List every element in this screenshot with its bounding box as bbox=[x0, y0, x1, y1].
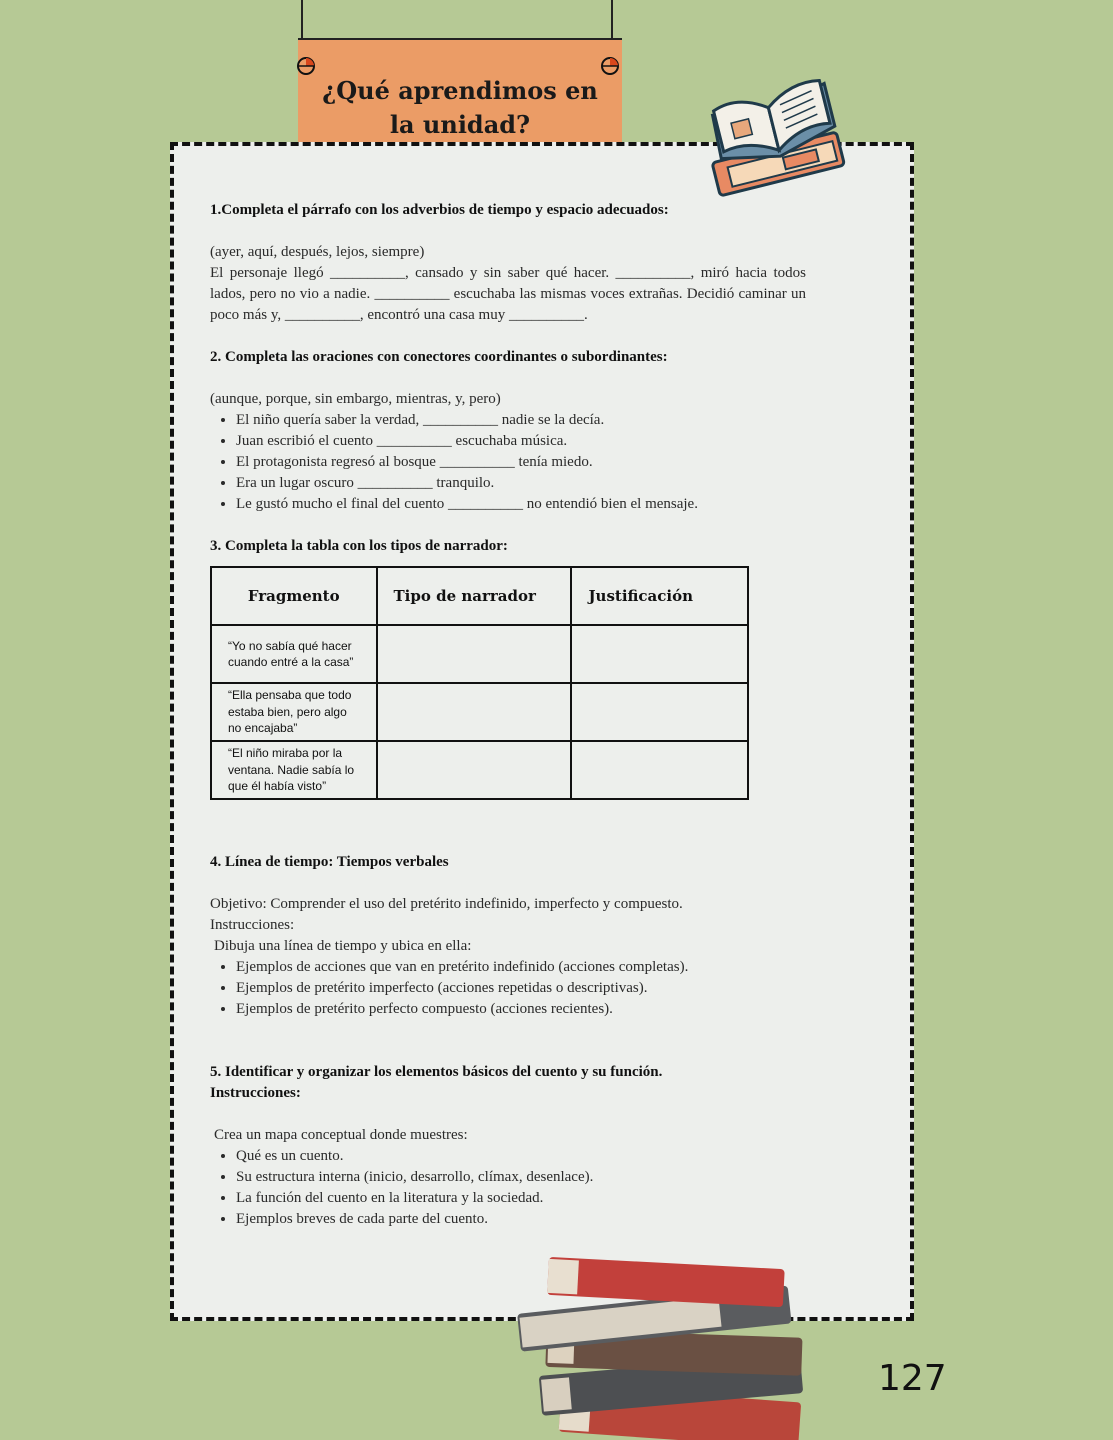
narrator-type-cell[interactable] bbox=[377, 683, 572, 741]
table-header: Justificación bbox=[571, 567, 748, 625]
justification-cell[interactable] bbox=[571, 625, 748, 683]
list-item: • Qué es un cuento. bbox=[236, 1146, 806, 1167]
list-item: • Ejemplos de pretérito imperfecto (acciones repetidas o descriptivas). bbox=[236, 978, 806, 999]
list-item: • Ejemplos de pretérito perfecto compuesto (acciones recientes). bbox=[236, 999, 806, 1020]
sign-string-left bbox=[301, 0, 303, 42]
table-header: Fragmento bbox=[211, 567, 377, 625]
list-item: • Le gustó mucho el final del cuento __________ no entendió bien el mensaje. bbox=[236, 494, 806, 515]
title-line-1: ¿Qué aprendimos en bbox=[322, 76, 598, 105]
section2-title: 2. Completa las oraciones con conectores coordinantes o subordinantes: bbox=[210, 349, 668, 365]
table-header: Tipo de narrador bbox=[377, 567, 572, 625]
table-row bbox=[211, 683, 748, 741]
section4-objective: Objetivo: Comprender el uso del pretérito indefinido, imperfecto y compuesto. bbox=[210, 896, 683, 912]
list-item: • La función del cuento en la literatura y la sociedad. bbox=[236, 1188, 806, 1209]
section1-paragraph: El personaje llegó __________, cansado y sin saber qué hacer. __________, miró hacia todos lados, pero no vio a nadie. __________ escuchaba las mismas voces extrañas. Decidió caminar un poco más y, __________, encontró una casa muy __________. bbox=[210, 265, 806, 323]
section4-title: 4. Línea de tiempo: Tiempos verbales bbox=[210, 854, 449, 870]
section5-instructions-label: Instrucciones: bbox=[210, 1085, 301, 1101]
narrator-table bbox=[210, 566, 749, 800]
section2-list bbox=[210, 410, 806, 515]
narrator-type-cell[interactable] bbox=[377, 625, 572, 683]
page-number: 127 bbox=[878, 1358, 947, 1399]
section3-title: 3. Completa la tabla con los tipos de narrador: bbox=[210, 538, 508, 554]
table-row bbox=[211, 741, 748, 799]
section1-title: 1.Completa el párrafo con los adverbios de tiempo y espacio adecuados: bbox=[210, 202, 669, 218]
open-book-icon bbox=[690, 66, 870, 206]
hook-right-icon bbox=[600, 56, 620, 76]
justification-cell[interactable] bbox=[571, 683, 748, 741]
page-title bbox=[298, 74, 622, 142]
table-header-row bbox=[211, 567, 748, 625]
fragment-cell: “Yo no sabía qué hacer cuando entré a la casa” bbox=[211, 625, 377, 683]
list-item: • Juan escribió el cuento __________ escuchaba música. bbox=[236, 431, 806, 452]
narrator-type-cell[interactable] bbox=[377, 741, 572, 799]
list-item: • Ejemplos breves de cada parte del cuento. bbox=[236, 1209, 806, 1230]
list-item: • Era un lugar oscuro __________ tranquilo. bbox=[236, 473, 806, 494]
title-sign bbox=[298, 38, 622, 144]
section4-list bbox=[210, 957, 806, 1020]
section5-title: 5. Identificar y organizar los elementos básicos del cuento y su función. bbox=[210, 1064, 663, 1080]
table-row bbox=[211, 625, 748, 683]
book-stack-icon bbox=[500, 1255, 830, 1440]
list-item: • Ejemplos de acciones que van en pretérito indefinido (acciones completas). bbox=[236, 957, 806, 978]
section4-instruction: Dibuja una línea de tiempo y ubica en ella: bbox=[214, 938, 472, 954]
fragment-cell: “El niño miraba por la ventana. Nadie sabía lo que él había visto” bbox=[211, 741, 377, 799]
section2-options: (aunque, porque, sin embargo, mientras, y, pero) bbox=[210, 391, 501, 407]
section1-options: (ayer, aquí, después, lejos, siempre) bbox=[210, 244, 425, 260]
section4-instructions-label: Instrucciones: bbox=[210, 917, 295, 933]
hook-left-icon bbox=[296, 56, 316, 76]
worksheet-content bbox=[210, 200, 806, 1230]
justification-cell[interactable] bbox=[571, 741, 748, 799]
section5-list bbox=[210, 1146, 806, 1230]
title-line-2: la unidad? bbox=[389, 110, 531, 139]
list-item: • El protagonista regresó al bosque __________ tenía miedo. bbox=[236, 452, 806, 473]
sign-string-right bbox=[611, 0, 613, 42]
section5-instruction: Crea un mapa conceptual donde muestres: bbox=[214, 1127, 468, 1143]
list-item: • El niño quería saber la verdad, __________ nadie se la decía. bbox=[236, 410, 806, 431]
list-item: • Su estructura interna (inicio, desarrollo, clímax, desenlace). bbox=[236, 1167, 806, 1188]
worksheet-card bbox=[170, 142, 914, 1321]
fragment-cell: “Ella pensaba que todo estaba bien, pero algo no encajaba” bbox=[211, 683, 377, 741]
